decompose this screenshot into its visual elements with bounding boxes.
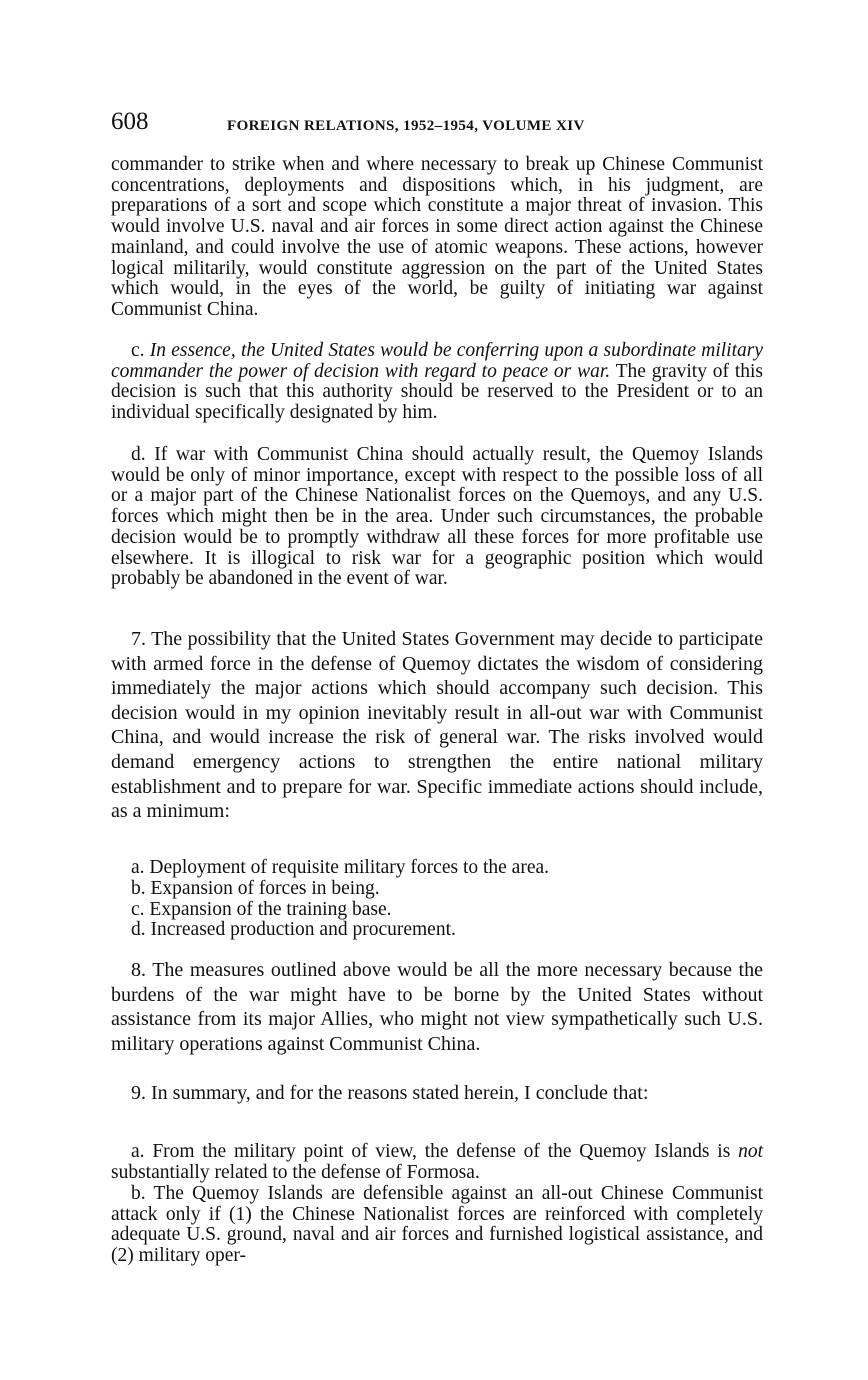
paragraph-c-rest: The gravity of this decision is such that this authority should be reserved to the President or to an individual specifically designated by him.	[111, 360, 764, 424]
paragraph-8: 8. The measures outlined above would be all the more necessary because the burdens of the war might have to be borne by the United States without assistance from its major Allies, who might not view sympathetically such U.S. military operations against Communist China.	[111, 959, 763, 1055]
para-7-list	[111, 858, 763, 941]
page-number: 608	[111, 108, 149, 135]
section-d	[111, 445, 763, 590]
paragraph-c-italic: In essence, the United States would be conferring upon a subordinate military commander the power of decision with regard to peace or war.	[111, 340, 764, 382]
paragraph-c-label: c.	[131, 340, 145, 361]
section-9-b	[111, 1184, 763, 1267]
section-9-a	[111, 1142, 763, 1183]
list-item: c. Expansion of the training base.	[131, 898, 392, 920]
section-9	[111, 1081, 763, 1106]
paragraph-7: 7. The possibility that the United States Government may decide to participate with armed force in the defense of Quemoy dictates the wisdom of considering immediately the major actions which should accompany such decision. This decision would in my opinion inevitably result in all-out war with Communist China, and would increase the risk of general war. The risks involved would demand emergency actions to strengthen the entire national military establishment and to prepare for war. Specific immediate actions should include, as a minimum:	[111, 628, 763, 823]
paragraph-9-b: b. The Quemoy Islands are defensible against an all-out Chinese Communist attack only if (1) the Chinese Nationalist forces are reinforced with completely adequate U.S. ground, naval and air forces and furnished logistical assistance, and (2) military oper-	[111, 1183, 763, 1267]
page-header	[111, 108, 763, 140]
paragraph-9-a	[111, 1142, 763, 1183]
paragraph-9-a-after: substantially related to the defense of Formosa.	[111, 1161, 480, 1183]
paragraph-9: 9. In summary, and for the reasons stated herein, I conclude that:	[131, 1082, 649, 1104]
section-c	[111, 341, 763, 424]
paragraph-b-continuation: commander to strike when and where necessary to break up Chinese Communist concentrations, deployments and dispositions which, in his judgment, are preparations of a sort and scope which constitute a major threat of invasion. This would involve U.S. naval and air forces in some direct action against the Chinese mainland, and could involve the use of atomic weapons. These actions, however logical militarily, would constitute aggression on the part of the United States which would, in the eyes of the world, be guilty of initiating war against Communist China.	[111, 154, 763, 320]
list-item: a. Deployment of requisite military forces to the area.	[131, 857, 550, 878]
running-head: FOREIGN RELATIONS, 1952–1954, VOLUME XIV	[227, 118, 585, 134]
paragraph-d: d. If war with Communist China should actually result, the Quemoy Islands would be only of minor importance, except with respect to the possible loss of all or a major part of the Chinese Nationalist forces on the Quemoys, and any U.S. forces which might then be in the area. Under such circumstances, the probable decision would be to promptly withdraw all these forces for more profitable use elsewhere. It is illogical to risk war for a geographic position which would probably be abandoned in the event of war.	[111, 444, 763, 590]
paragraph-9-a-before: a. From the military point of view, the defense of the Quemoy Islands is	[131, 1141, 731, 1162]
paragraph-9-a-italic: not	[738, 1141, 764, 1162]
section-b-continued	[111, 155, 763, 321]
list-item: d. Increased production and procurement.	[131, 919, 456, 941]
section-7	[111, 627, 763, 824]
paragraph-c	[111, 341, 763, 424]
section-8	[111, 958, 763, 1056]
list-item: b. Expansion of forces in being.	[131, 877, 380, 899]
